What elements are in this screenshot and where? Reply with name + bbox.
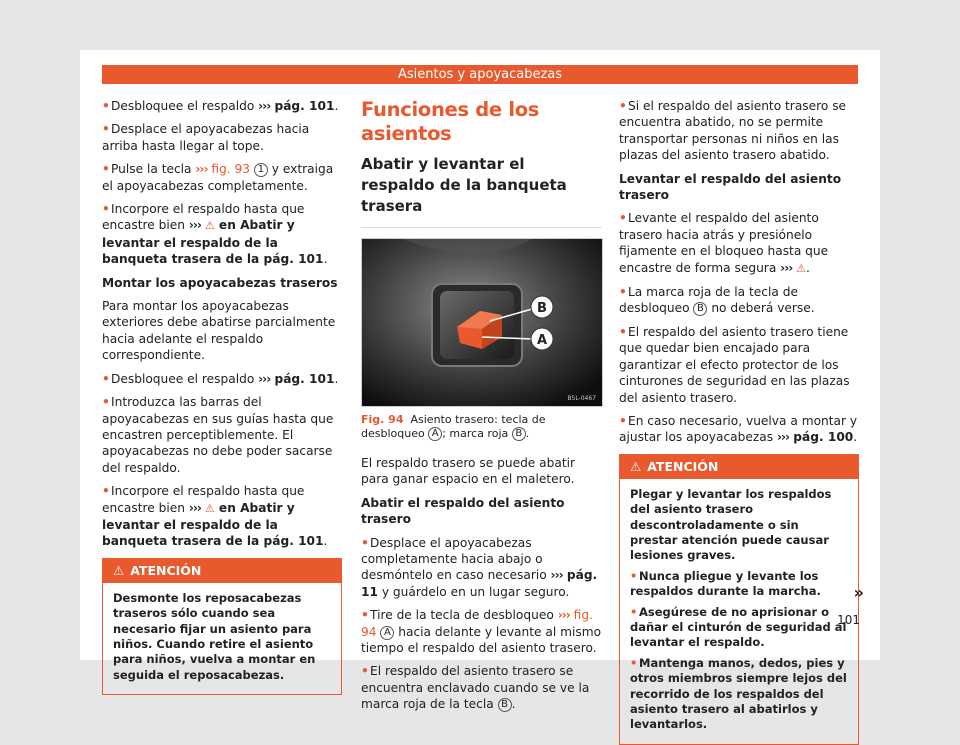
step-paragraph: •Desplace el apoyacabezas completamente hacia abajo o desmóntelo en caso necesario ››› pág. 11 y guárdelo en un lugar seguro.: [361, 535, 598, 599]
continue-marker: »: [853, 583, 864, 602]
figure-reference[interactable]: fig. 93: [207, 162, 251, 177]
bullet-icon: •: [619, 413, 627, 428]
bullet-icon: •: [102, 162, 110, 177]
warning-box: [619, 454, 859, 745]
callout-badge: A: [428, 427, 442, 441]
step-paragraph: •Desbloquee el respaldo ››› pág. 101.: [102, 371, 339, 386]
step-paragraph: •En caso necesario, vuelva a montar y ajustar los apoyacabezas ››› pág. 100.: [619, 413, 858, 445]
warning-list-item: • Asegúrese de no aprisionar o dañar el cinturón de seguridad al levantar el respaldo.: [630, 604, 847, 650]
bullet-icon: •: [361, 535, 369, 550]
bullet-icon: •: [361, 608, 369, 623]
callout-badge: B: [498, 698, 512, 712]
warning-box-body: [103, 583, 341, 694]
page-reference[interactable]: pág. 101: [270, 99, 335, 113]
page-title: Funciones de los asientos: [361, 98, 540, 145]
bullet-icon: •: [102, 99, 110, 113]
warning-triangle-icon: ⚠: [630, 458, 642, 474]
page-reference[interactable]: pág. 101: [270, 371, 335, 386]
bullet-icon: •: [619, 285, 627, 300]
step-paragraph: •Tire de la tecla de desbloqueo ››› fig. 94 A hacia delante y levante al mismo tiempo el respaldo del asiento trasero.: [361, 608, 602, 656]
warning-text: Desmonte los reposacabezas traseros sólo cuando sea necesario fijar un asiento para niños. Cuando retire el asiento para niños, vuelva a montar en seguida el reposacabezas.: [113, 590, 316, 682]
callout-badge: B: [512, 427, 526, 441]
column-1: [102, 98, 342, 695]
warning-text: Plegar y levantar los respaldos del asiento trasero descontroladamente o sin prestar atención puede causar lesiones graves.: [630, 486, 832, 563]
bullet-icon: •: [102, 395, 110, 410]
warning-box-header: ⚠ ATENCIÓN: [103, 559, 341, 583]
bullet-icon: •: [630, 568, 638, 583]
section-heading: Levantar el respaldo del asiento trasero: [619, 171, 842, 203]
page-number: 101: [837, 613, 860, 627]
step-paragraph: •Incorpore el respaldo hasta que encastre bien ››› ⚠ en Abatir y levantar el respaldo de la banqueta trasera de la pág. 101.: [102, 484, 328, 549]
body-paragraph: Para montar los apoyacabezas exteriores debe abatirse parcialmente hacia adelante el respaldo correspondiente.: [102, 299, 336, 363]
section-reference[interactable]: en Abatir y levantar el respaldo de la banqueta trasera de la pág. 101: [102, 218, 324, 267]
step-paragraph: •Introduzca las barras del apoyacabezas en sus guías hasta que encastren perceptiblemente. El apoyacabezas no debe poder sacarse del respaldo.: [102, 395, 334, 475]
section-heading: Abatir el respaldo del asiento trasero: [361, 495, 565, 527]
step-paragraph: •La marca roja de la tecla de desbloqueo B no deberá verse.: [619, 285, 815, 316]
step-paragraph: •El respaldo del asiento trasero se encuentra enclavado cuando se ve la marca roja de la tecla B .: [361, 664, 590, 712]
warning-box: [102, 558, 342, 695]
page-reference[interactable]: pág. 100: [789, 430, 854, 445]
bullet-icon: •: [619, 211, 627, 226]
bullet-icon: •: [630, 655, 638, 670]
section-subtitle: Abatir y levantar el respaldo de la banqueta trasera: [361, 155, 567, 215]
section-heading: Montar los apoyacabezas traseros: [102, 275, 338, 290]
figure-label-a: A: [536, 333, 548, 348]
step-paragraph: •Desbloquee el respaldo ››› pág. 101.: [102, 99, 339, 113]
figure-94-image: [361, 238, 603, 407]
callout-badge: B: [693, 302, 707, 316]
bullet-icon: •: [102, 122, 110, 137]
step-paragraph: •Incorpore el respaldo hasta que encastre bien ››› ⚠ en Abatir y levantar el respaldo de la banqueta trasera de la pág. 101.: [102, 202, 328, 267]
column-2: [361, 98, 602, 720]
warning-triangle-icon: ⚠: [113, 562, 125, 578]
warning-list-item: • Nunca pliegue y levante los respaldos durante la marcha.: [630, 568, 821, 599]
figure-reference[interactable]: fig. 94: [361, 608, 593, 639]
step-paragraph: •El respaldo del asiento trasero tiene que quedar bien encajado para garantizar el efecto protector de los cinturones de seguridad en las plazas del asiento trasero.: [619, 324, 850, 405]
figure-code: B5L-0467: [567, 395, 596, 402]
bullet-icon: •: [630, 604, 638, 619]
warning-box-body: [620, 479, 858, 744]
bullet-icon: •: [102, 371, 110, 386]
figure-caption: Fig. 94 Asiento trasero: tecla de desbloqueo A ; marca roja B .: [361, 413, 546, 440]
warning-triangle-icon: ⚠: [204, 501, 215, 515]
bullet-icon: •: [619, 324, 627, 339]
step-paragraph: •Desplace el apoyacabezas hacia arriba hasta llegar al tope.: [102, 122, 310, 153]
step-paragraph: •Levante el respaldo del asiento trasero hacia atrás y presiónelo fijamente en el bloqueo hasta que encastre de forma segura ››› ⚠.: [619, 211, 829, 275]
section-reference[interactable]: en Abatir y levantar el respaldo de la banqueta trasera de la pág. 101: [102, 500, 324, 549]
bullet-icon: •: [102, 202, 110, 217]
warning-triangle-icon[interactable]: ⚠: [796, 261, 806, 275]
bullet-icon: •: [361, 664, 369, 679]
divider: [361, 227, 602, 228]
body-paragraph: El respaldo trasero se puede abatir para ganar espacio en el maletero.: [361, 456, 576, 487]
bullet-icon: •: [102, 484, 110, 499]
page-reference[interactable]: pág. 11: [361, 568, 598, 599]
bullet-icon: •: [619, 99, 627, 113]
warning-triangle-icon: ⚠: [204, 219, 215, 233]
seat-release-illustration: [362, 239, 602, 406]
step-paragraph: •Pulse la tecla ››› fig. 93 1 y extraiga el apoyacabezas completamente.: [102, 162, 334, 193]
column-3: [619, 98, 859, 745]
callout-badge: A: [380, 626, 394, 640]
warning-list-item: • Mantenga manos, dedos, pies y otros miembros siempre lejos del recorrido de los respaldos del asiento trasero al abatirlos y levantarlos.: [630, 655, 847, 732]
callout-badge: 1: [254, 163, 268, 177]
warning-box-header: ⚠ ATENCIÓN: [620, 455, 858, 479]
step-paragraph: •Si el respaldo del asiento trasero se encuentra abatido, no se permite transportar personas ni niños en las plazas del asiento trasero abatido.: [619, 99, 847, 163]
page-header: Asientos y apoyacabezas: [102, 65, 858, 84]
page: [80, 50, 880, 732]
figure-label-b: B: [537, 301, 547, 316]
